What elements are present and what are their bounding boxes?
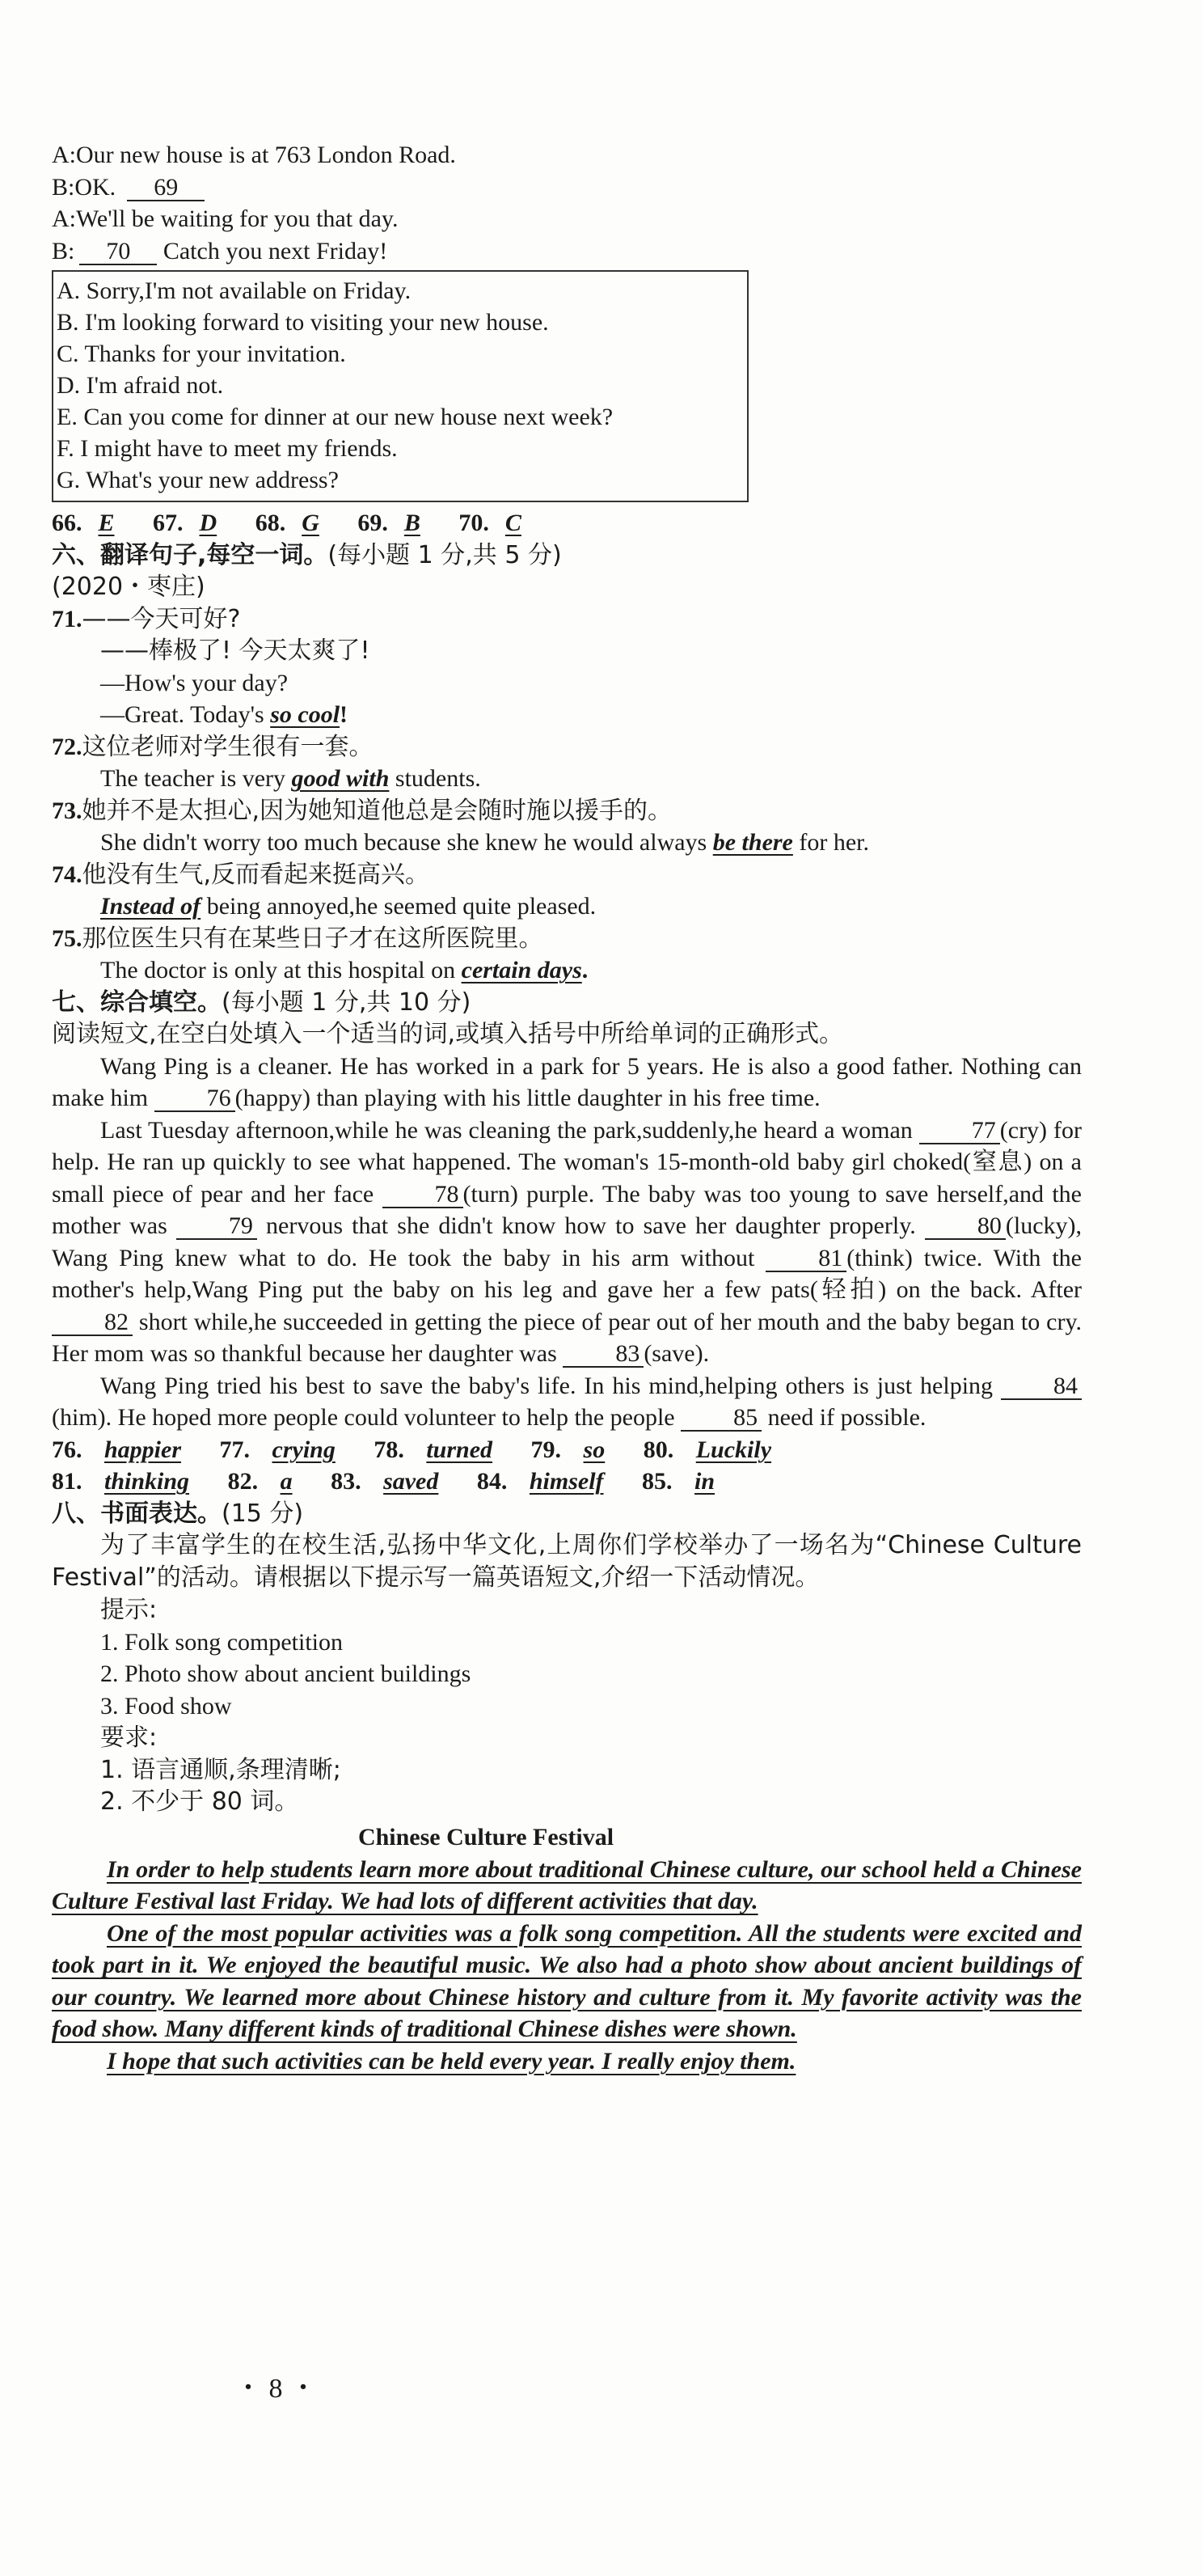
dialogue-line: B:OK. 69 [52, 171, 1082, 204]
question-73: 73.她并不是太担心,因为她知道他总是会随时施以援手的。 [52, 796, 673, 825]
essay-paragraph-3: I hope that such activities can be held every year. I really enjoy them. [107, 2047, 796, 2075]
blank-79: 79 [176, 1214, 257, 1240]
question-71: 71.——今天可好? [52, 604, 241, 633]
dialogue-line: A:Our new house is at 763 London Road. [52, 142, 456, 168]
option-item: E. Can you come for dinner at our new house next week? [57, 404, 614, 430]
blank-69: 69 [127, 176, 205, 201]
answer-71: so cool [270, 701, 340, 728]
question-71-en2: —Great. Today's so cool! [100, 701, 348, 728]
section-7-heading: 七、综合填空。(每小题 1 分,共 10 分) [52, 988, 471, 1017]
option-item: B. I'm looking forward to visiting your new house. [57, 309, 549, 336]
question-75-en: The doctor is only at this hospital on certain days. [100, 957, 589, 983]
blank-82: 82 [52, 1310, 133, 1336]
question-74-en: Instead of being annoyed,he seemed quite pleased. [100, 893, 597, 920]
requirement-item: 1. 语言通顺,条理清晰; [100, 1755, 341, 1784]
blank-77: 77 [919, 1119, 1000, 1144]
blank-80: 80 [925, 1214, 1006, 1240]
answer-row-66-70: 66. E 67. D 68. G 69. B 70. C [52, 510, 521, 536]
blank-85: 85 [681, 1406, 762, 1432]
answer-73: be there [712, 829, 793, 856]
option-item: D. I'm afraid not. [57, 372, 224, 399]
essay-title: Chinese Culture Festival [357, 1823, 614, 1851]
question-71-en1: —How's your day? [100, 669, 289, 696]
source-note: (2020・枣庄) [52, 573, 205, 601]
answer-72: good with [291, 765, 390, 792]
options-box [52, 270, 749, 502]
question-74: 74.他没有生气,反而看起来挺高兴。 [52, 860, 430, 889]
blank-84: 84 [1001, 1374, 1082, 1400]
option-item: A. Sorry,I'm not available on Friday. [57, 277, 412, 304]
hint-label: 提示: [100, 1596, 158, 1624]
option-item: C. Thanks for your invitation. [57, 341, 346, 367]
section-6-heading: 六、翻译句子,每空一词。(每小题 1 分,共 5 分) [52, 540, 562, 569]
requirement-label: 要求: [100, 1724, 158, 1752]
hint-item: 1. Folk song competition [100, 1628, 343, 1656]
question-71-cn2: ——棒极了! 今天太爽了! [100, 637, 370, 665]
blank-83: 83 [563, 1342, 644, 1368]
question-75: 75.那位医生只有在某些日子才在这所医院里。 [52, 924, 543, 953]
writing-prompt: 为了丰富学生的在校生活,弘扬中华文化,上周你们学校举办了一场名为“Chinese Culture Festival”的活动。请根据以下提示写一篇英语短文,介绍一下活动情况。 [52, 1531, 1082, 1592]
hint-item: 2. Photo show about ancient buildings [100, 1660, 471, 1687]
question-72-en: The teacher is very good with students. [100, 765, 481, 792]
answer-row-81-85: 81. thinking 82. a 83. saved 84. himself 85. in [52, 1468, 715, 1495]
question-72: 72.这位老师对学生很有一套。 [52, 732, 374, 761]
section-8-heading: 八、书面表达。(15 分) [52, 1499, 304, 1528]
essay-paragraph-2: One of the most popular activities was a folk song competition. All the students were excited and took part in it. We enjoyed the beautiful music. We also had a photo show about ancient buildings of our country. We learned more about Chinese history and culture from it. My favorite activity was the food show. Many different kinds of traditional Chinese dishes were shown. [52, 1919, 1082, 2042]
section-7-instruction: 阅读短文,在空白处填入一个适当的词,或填入括号中所给单词的正确形式。 [52, 1020, 844, 1048]
option-item: F. I might have to meet my friends. [57, 435, 398, 462]
passage-paragraph-3: Wang Ping tried his best to save the baby's life. In his mind,helping others is just helping 84(him). He hoped more people could volunteer to help the people 85 need if possible. [52, 1370, 1082, 1434]
option-item: G. What's your new address? [57, 467, 339, 493]
passage-paragraph-1: Wang Ping is a cleaner. He has worked in a park for 5 years. He is also a good father. Nothing can make him 76 (happy) than playing with his little daughter in his free time. [52, 1052, 1082, 1111]
passage-paragraph-2: Last Tuesday afternoon,while he was cleaning the park,suddenly,he heard a woman 77 (cry) for help. He ran up quickly to see what happened. The woman's 15-month-old baby girl choked(窒息) on a small piece of pear and her face 78 (turn) purple. The baby was too young to save herself,and the mother was 79 nervous that she didn't know how to save her daughter properly. 80 (lucky), Wang Ping knew what to do. He took the baby in his arm without 81 (think) twice. With the mother's help,Wang Ping put the baby on his leg and gave her a few pats(轻拍) on the back. After 82 short while,he succeeded in getting the piece of pear out of her mouth and the baby began to cry. Her mom was so thankful because her daughter was 83 (save). [52, 1116, 1083, 1367]
dialogue-line: B: 70 Catch you next Friday! [52, 237, 388, 264]
answer-74: Instead of [100, 893, 201, 920]
blank-78: 78 [382, 1182, 463, 1208]
answer-75: certain days [461, 957, 582, 983]
blank-81: 81 [766, 1246, 846, 1272]
essay-paragraph-1: In order to help students learn more about traditional Chinese culture, our school held a Chinese Culture Festival last Friday. We had lots of different activities that day. [52, 1855, 1082, 1914]
blank-70: 70 [79, 239, 157, 265]
blank-76: 76 [154, 1086, 235, 1112]
question-73-en: She didn't worry too much because she knew he would always be there for her. [100, 829, 870, 856]
answer-row-76-80: 76. happier 77. crying 78. turned 79. so 80. Luckily [52, 1436, 772, 1463]
hint-item: 3. Food show [100, 1692, 232, 1719]
dialogue-line: A:We'll be waiting for you that day. [52, 205, 399, 232]
page-number: ・ 8 ・ [234, 2374, 317, 2404]
requirement-item: 2. 不少于 80 词。 [100, 1787, 299, 1816]
